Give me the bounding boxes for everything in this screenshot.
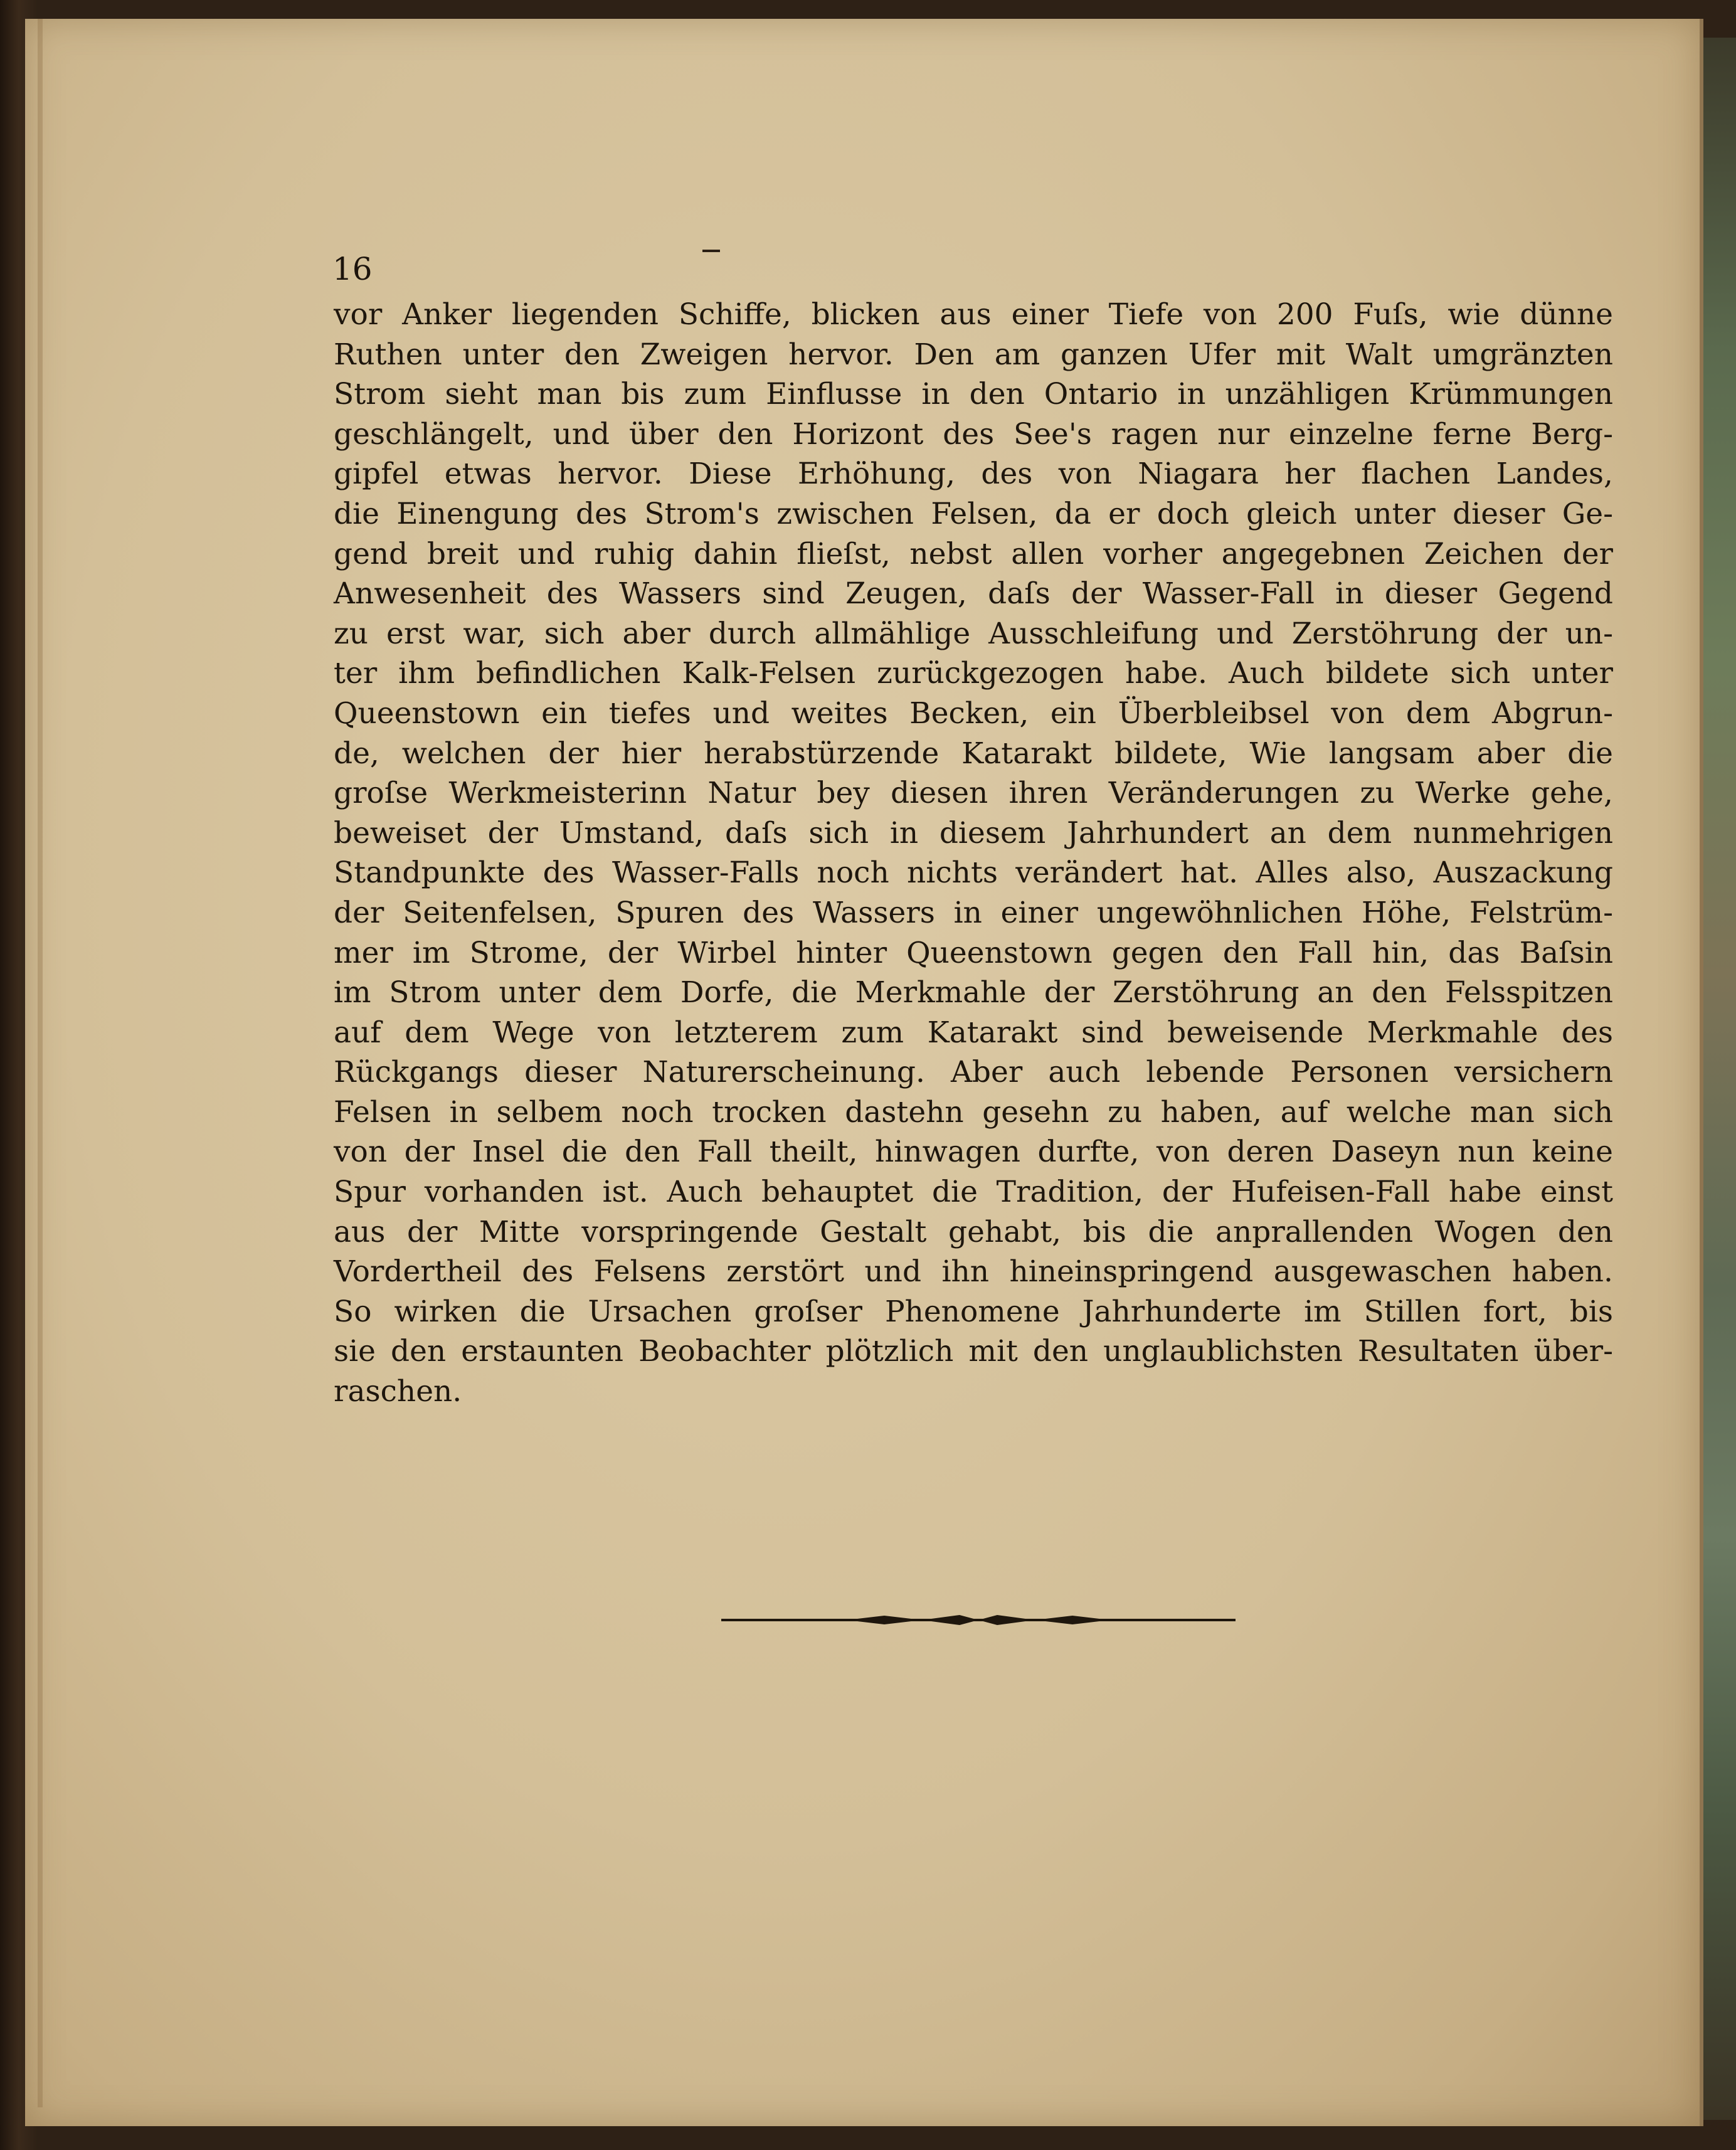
text-line: de, welchen der hier herabstürzende Katarakt bildete, Wie langsam aber die bbox=[334, 736, 1613, 771]
page-fold-edge bbox=[38, 19, 43, 2107]
text-line: geschlängelt, und über den Horizont des See's ragen nur einzelne ferne Berg- bbox=[334, 416, 1613, 452]
text-line: Rückgangs dieser Naturerscheinung. Aber auch lebende Personen versichern bbox=[334, 1055, 1613, 1090]
text-line: Queenstown ein tiefes und weites Becken, ein Überbleibsel von dem Abgrun- bbox=[334, 696, 1613, 731]
text-line: raschen. bbox=[334, 1374, 462, 1409]
text-line: gend breit und ruhig dahin flieſst, nebst allen vorher angegebnen Zeichen der bbox=[334, 536, 1613, 571]
text-line: auf dem Wege von letzterem zum Katarakt sind beweisende Merkmahle des bbox=[334, 1015, 1613, 1050]
text-line: im Strom unter dem Dorfe, die Merkmahle der Zerstöhrung an den Felsspitzen bbox=[334, 975, 1613, 1010]
text-line: So wirken die Ursachen groſser Phenomene Jahrhunderte im Stillen fort, bis bbox=[334, 1294, 1613, 1329]
text-line: groſse Werkmeisterinn Natur bey diesen ihren Veränderungen zu Werke gehe, bbox=[334, 776, 1613, 811]
text-line: beweiset der Umstand, daſs sich in diesem Jahrhundert an dem nunmehrigen bbox=[334, 815, 1613, 850]
ornamental-rule bbox=[721, 1612, 1236, 1628]
text-line: vor Anker liegenden Schiffe, blicken aus einer Tiefe von 200 Fuſs, wie dünne bbox=[334, 297, 1613, 332]
text-line: Ruthen unter den Zweigen hervor. Den am ganzen Ufer mit Walt umgränzten bbox=[334, 337, 1613, 372]
text-line: Spur vorhanden ist. Auch behauptet die Tradition, der Hufeisen-Fall habe einst bbox=[334, 1175, 1613, 1210]
text-line: sie den erstaunten Beobachter plötzlich mit den unglaublichsten Resultaten über- bbox=[334, 1334, 1613, 1369]
text-line: mer im Strome, der Wirbel hinter Queenstown gegen den Fall hin, das Baſsin bbox=[334, 935, 1613, 970]
text-line: die Einengung des Strom's zwischen Felsen, da er doch gleich unter dieser Ge- bbox=[334, 496, 1613, 531]
text-line: aus der Mitte vorspringende Gestalt gehabt, bis die anprallenden Wogen den bbox=[334, 1214, 1613, 1249]
text-line: zu erst war, sich aber durch allmählige Ausschleifung und Zerstöhrung der un- bbox=[334, 616, 1613, 651]
header-dash-mark bbox=[702, 250, 720, 252]
text-line: Felsen in selbem noch trocken dastehn gesehn zu haben, auf welche man sich bbox=[334, 1094, 1613, 1130]
text-line: Standpunkte des Wasser-Falls noch nichts verändert hat. Alles also, Auszackung bbox=[334, 855, 1613, 891]
text-line: gipfel etwas hervor. Diese Erhöhung, des von Niagara her flachen Landes, bbox=[334, 457, 1613, 492]
body-text bbox=[334, 295, 1613, 1412]
text-line: Vordertheil des Felsens zerstört und ihn hineinspringend ausgewaschen haben. bbox=[334, 1254, 1613, 1289]
adjacent-color-plate-edge bbox=[1703, 38, 1736, 2120]
page-number: 16 bbox=[332, 251, 373, 287]
text-line: ter ihm befindlichen Kalk-Felsen zurückgezogen habe. Auch bildete sich unter bbox=[334, 656, 1613, 691]
text-line: der Seitenfelsen, Spuren des Wassers in einer ungewöhnlichen Höhe, Felstrüm- bbox=[334, 895, 1613, 930]
text-line: von der Insel die den Fall theilt, hinwagen durfte, von deren Daseyn nun keine bbox=[334, 1135, 1613, 1170]
text-line: Strom sieht man bis zum Einflusse in den Ontario in unzähligen Krümmungen bbox=[334, 377, 1613, 412]
text-line: Anwesenheit des Wassers sind Zeugen, daſs der Wasser-Fall in dieser Gegend bbox=[334, 576, 1613, 612]
